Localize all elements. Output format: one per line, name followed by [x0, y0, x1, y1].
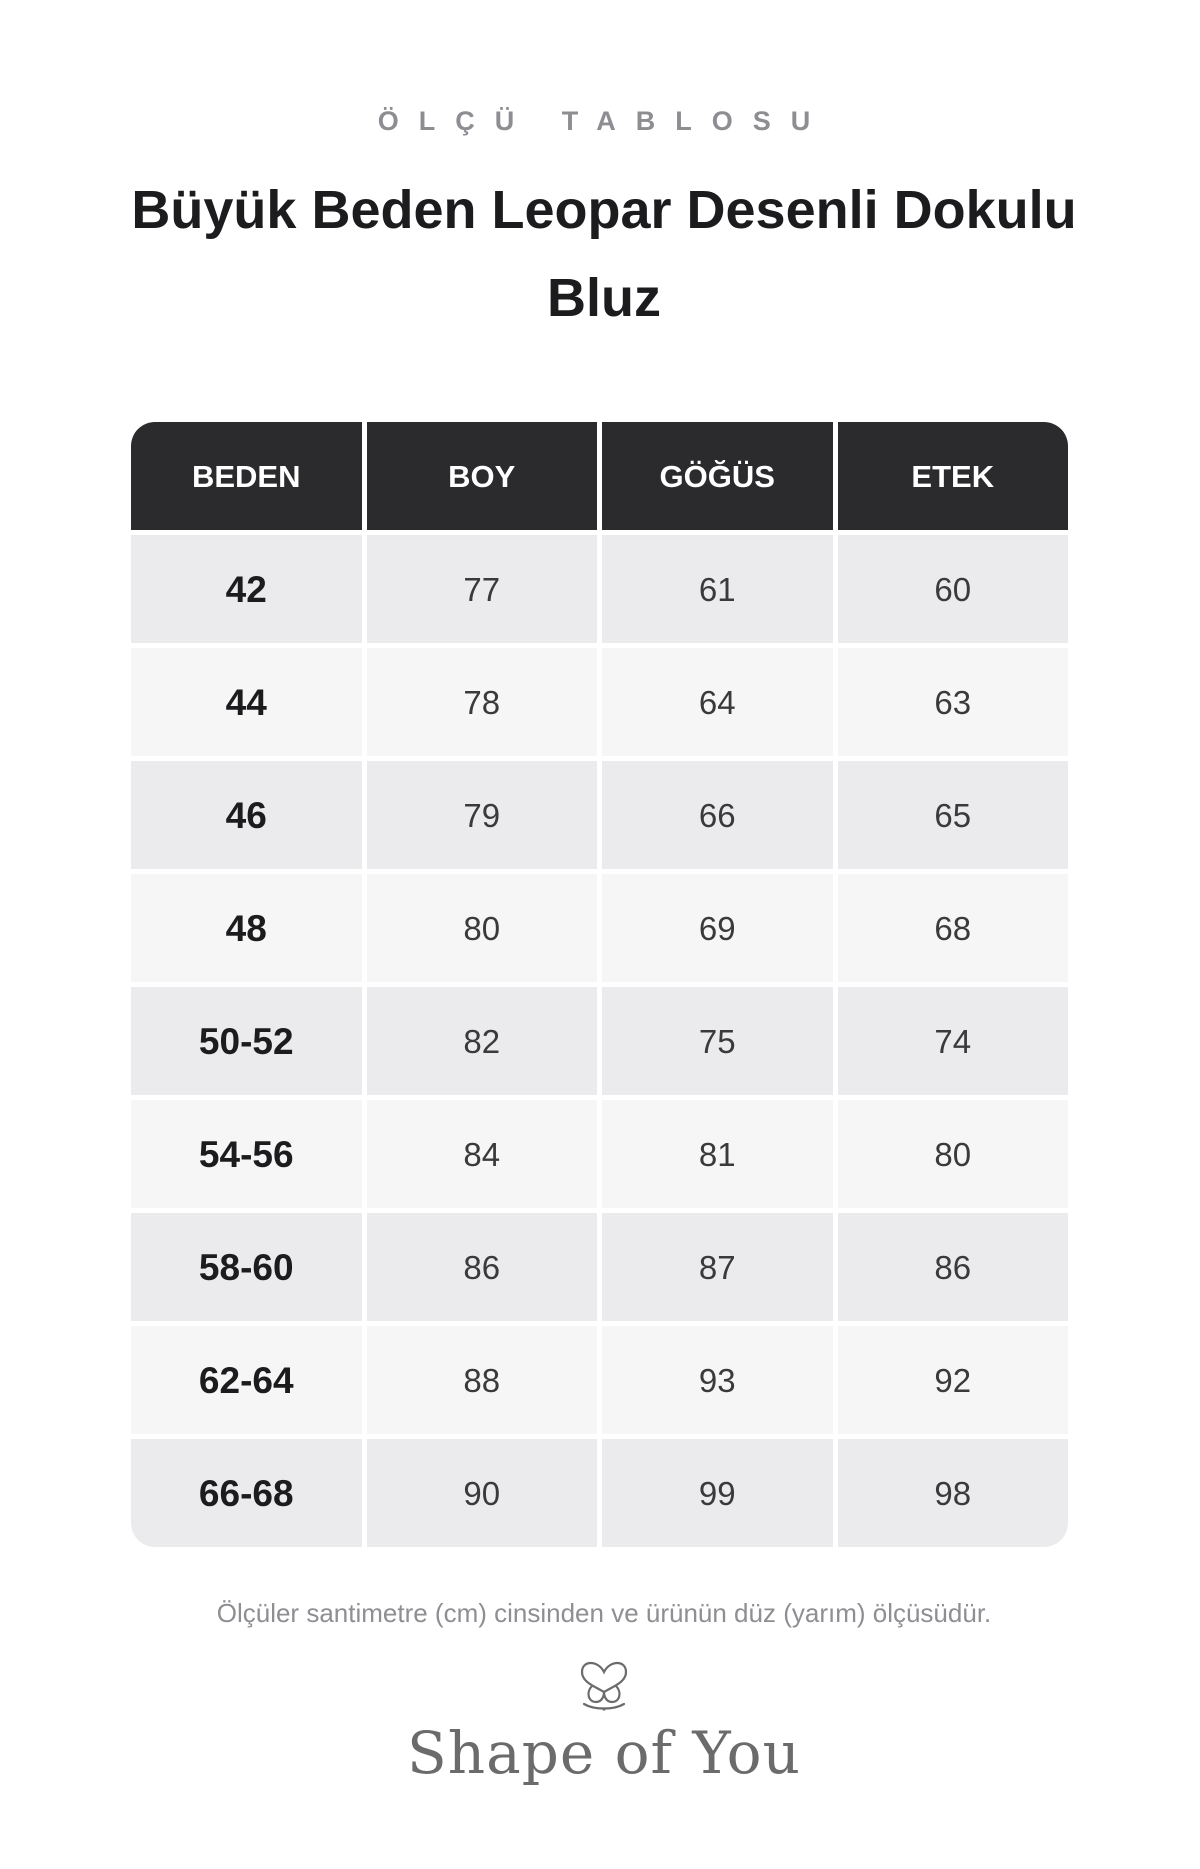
size-cell: 62-64	[131, 1326, 362, 1434]
gogus-cell: 99	[602, 1439, 833, 1547]
gogus-cell: 87	[602, 1213, 833, 1321]
etek-cell: 86	[838, 1213, 1069, 1321]
gogus-cell: 61	[602, 535, 833, 643]
gogus-cell: 93	[602, 1326, 833, 1434]
etek-cell: 80	[838, 1100, 1069, 1208]
etek-cell: 65	[838, 761, 1069, 869]
boy-cell: 82	[367, 987, 598, 1095]
page-title: Büyük Beden Leopar Desenli Dokulu Bluz	[131, 180, 1077, 328]
size-cell: 58-60	[131, 1213, 362, 1321]
column-header-beden: BEDEN	[131, 422, 362, 530]
etek-cell: 74	[838, 987, 1069, 1095]
gogus-cell: 81	[602, 1100, 833, 1208]
etek-cell: 98	[838, 1439, 1069, 1547]
gogus-cell: 69	[602, 874, 833, 982]
gogus-cell: 75	[602, 987, 833, 1095]
boy-cell: 78	[367, 648, 598, 756]
boy-cell: 80	[367, 874, 598, 982]
boy-cell: 79	[367, 761, 598, 869]
size-cell: 48	[131, 874, 362, 982]
heart-loop-logo-icon	[572, 1656, 636, 1714]
table-row	[131, 535, 1068, 643]
boy-cell: 77	[367, 535, 598, 643]
table-row	[131, 874, 1068, 982]
brand-name: Shape of You	[407, 1719, 801, 1787]
measurement-note: Ölçüler santimetre (cm) cinsinden ve ürünün düz (yarım) ölçüsüdür.	[216, 1598, 992, 1628]
boy-cell: 88	[367, 1326, 598, 1434]
size-cell: 44	[131, 648, 362, 756]
table-header-row	[131, 422, 1068, 530]
size-cell: 54-56	[131, 1100, 362, 1208]
size-cell: 42	[131, 535, 362, 643]
table-row	[131, 987, 1068, 1095]
boy-cell: 90	[367, 1439, 598, 1547]
table-row	[131, 1213, 1068, 1321]
table-row	[131, 1100, 1068, 1208]
table-row	[131, 648, 1068, 756]
boy-cell: 84	[367, 1100, 598, 1208]
column-header-gogus: GÖĞÜS	[602, 422, 833, 530]
boy-cell: 86	[367, 1213, 598, 1321]
table-row	[131, 1326, 1068, 1434]
size-cell: 66-68	[131, 1439, 362, 1547]
size-cell: 46	[131, 761, 362, 869]
size-chart-table	[126, 417, 1073, 1552]
size-cell: 50-52	[131, 987, 362, 1095]
gogus-cell: 64	[602, 648, 833, 756]
etek-cell: 92	[838, 1326, 1069, 1434]
table-row	[131, 1439, 1068, 1547]
brand-logo	[0, 1656, 1200, 1787]
etek-cell: 63	[838, 648, 1069, 756]
column-header-boy: BOY	[367, 422, 598, 530]
gogus-cell: 66	[602, 761, 833, 869]
table-row	[131, 761, 1068, 869]
column-header-etek: ETEK	[838, 422, 1069, 530]
eyebrow-label: ÖLÇÜ TABLOSU	[377, 106, 831, 136]
etek-cell: 68	[838, 874, 1069, 982]
etek-cell: 60	[838, 535, 1069, 643]
